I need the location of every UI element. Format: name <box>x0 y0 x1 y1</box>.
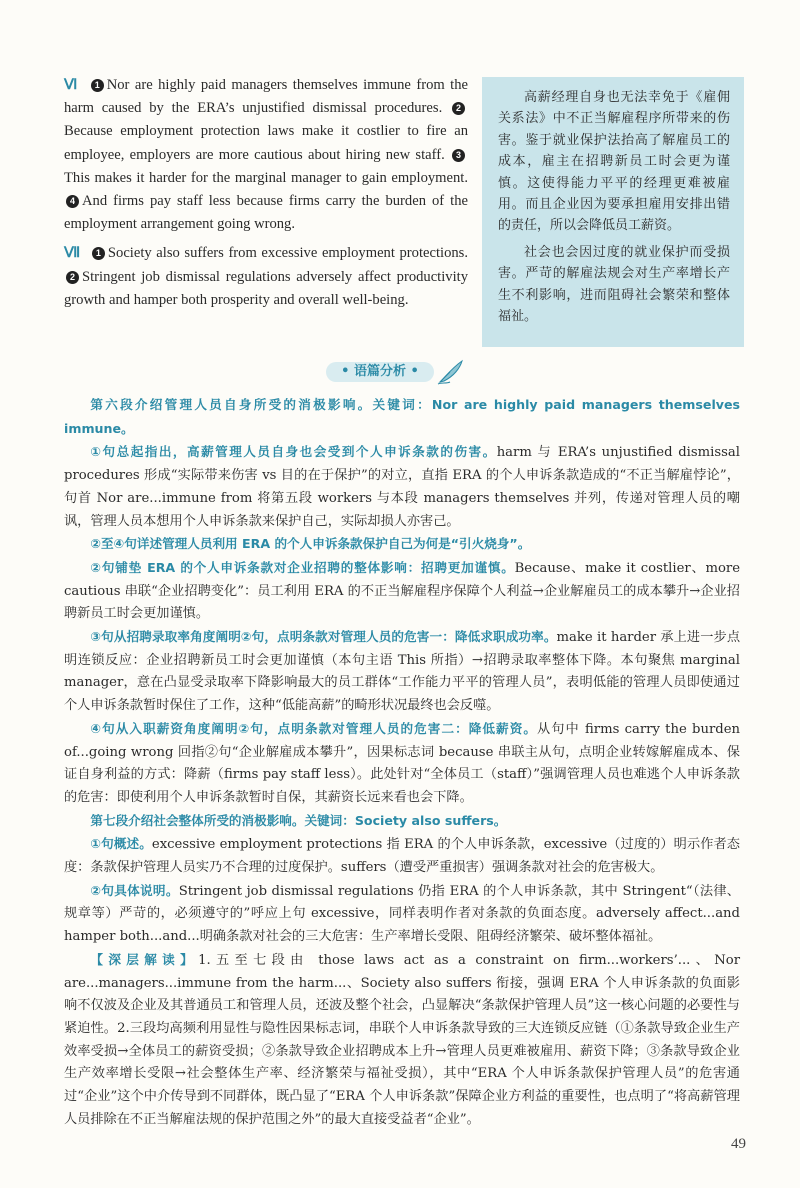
deep-reading-tag: 【深层解读】 <box>90 951 199 967</box>
analysis-item <box>64 626 740 718</box>
translation-box <box>482 77 744 347</box>
paragraph-7 <box>64 242 468 312</box>
translation-paragraph-7: 社会也会因过度的就业保护而受损害。严苛的解雇法规会对生产率增长产生不利影响，进而阻碍社会繁荣和整体福祉。 <box>498 244 730 325</box>
sentence-number: 4 <box>66 195 79 208</box>
sentence-text: Nor are highly paid managers themselves immune from the harm caused by the ERA’s unjustified dismissal procedures. <box>64 77 468 117</box>
analysis-item <box>64 557 740 626</box>
analysis-paragraph-7-intro <box>64 810 740 834</box>
sentence-text: Stringent job dismissal regulations adversely affect productivity growth and hamper both prosperity and overall well-being. <box>64 268 468 308</box>
analysis-text: Because、make it costlier、more cautious 串联“企业招聘变化”：员工利用 ERA 的不正当解雇程序保障个人利益→企业解雇员工的成本攀升→企业招聘新员工时会更加谨慎。 <box>64 560 740 622</box>
analysis-text: 从句中 firms carry the burden of...going wrong 回指②句“企业解雇成本攀升”，因果标志词 because 串联主从句，点明企业转嫁解雇成本、保证自身利益的方式：降薪（firms pay staff less）。此处针对“全体员工（staff）”强调管理人员也难逃个人申诉条款的危害：即使利用个人申诉条款暂时自保，其薪资长远来看也会下降。 <box>64 721 740 805</box>
sentence-number: 3 <box>452 149 465 162</box>
analysis-point: ①句总起指出，高薪管理人员自身也会受到个人申诉条款的伤害。 <box>90 444 497 460</box>
paragraph-number: Ⅵ <box>64 77 80 93</box>
analysis-point: ②至④句详述管理人员利用 ERA 的个人申诉条款保护自己为何是“引火烧身”。 <box>90 536 531 552</box>
analysis-item <box>64 441 740 533</box>
analysis-point: ③句从招聘录取率角度阐明②句，点明条款对管理人员的危害一：降低求职成功率。 <box>90 629 557 645</box>
analysis-keyword: Society also suffers <box>354 812 494 828</box>
sentence-text: Because employment protection laws make it costlier to fire an employee, employers are more cautious about hiring new staff. <box>64 123 468 163</box>
analysis-item <box>64 833 740 879</box>
analysis-point: ①句概述。 <box>90 836 152 852</box>
sentence-number: 2 <box>66 271 79 284</box>
analysis-item <box>64 880 740 949</box>
analysis-heading: 第七段介绍社会整体所受的消极影响。关键词： <box>90 812 355 828</box>
analysis-paragraph-6-intro <box>64 394 740 441</box>
analysis-point: ②句具体说明。 <box>90 882 179 898</box>
sentence-number: 2 <box>452 102 465 115</box>
translation-paragraph-6: 高薪经理自身也无法幸免于《雇佣关系法》中不正当解雇程序所带来的伤害。鉴于就业保护法抬高了解雇员工的成本，雇主在招聘新员工时会更为谨慎。这使得能力平平的经理更难被雇用。而且企业因为要承担雇用安排出错的责任，所以会降低员工薪资。 <box>498 90 730 234</box>
analysis-text: make it harder 承上进一步点明连锁反应：企业招聘新员工时会更加谨慎（本句主语 This 所指）→招聘录取率整体下降。本句聚焦 marginal manager，意在凸显受录取率下降影响最大的员工群体“工作能力平平的管理人员”，表明低能的管理人员即使通过个人申诉条款暂时保住了工作，这种“低能高薪”的畸形状况最终也会反噬。 <box>64 630 741 714</box>
sentence-text: Society also suffers from excessive employment protections. <box>107 245 468 262</box>
deep-reading <box>64 949 740 1132</box>
page-number: 49 <box>731 1136 746 1152</box>
analysis-text: harm 与 ERA’s unjustified dismissal procedures 形成“实际带来伤害 vs 目的在于保护”的对立，直指 ERA 的个人申诉条款造成的“不正当解雇悖论”，句首 Nor are...immune from 将第五段 workers 与本段 managers themselves 并列，传递对管理人员的嘲讽，管理人员本想用个人申诉条款来保护自己，实际却损人亦害己。 <box>64 445 740 529</box>
analysis-text: excessive employment protections 指 ERA 的个人申诉条款，excessive（过度的）明示作者态度：条款保护管理人员实乃不合理的过度保护。suffers（遭受严重损害）强调条款对社会的危害极大。 <box>64 837 740 876</box>
analysis-heading-tail: 。 <box>493 812 507 828</box>
analysis-heading-tail: 。 <box>121 420 134 436</box>
analysis-text: Stringent job dismissal regulations 仍指 ERA 的个人申诉条款，其中 Stringent“（法律、规章等）严苛的，必须遵守的”呼应上句 excessive，同样表明作者对条款的负面态度。adversely affect...and hamper both...and...明确条款对社会的三大危害：生产率增长受限、阻碍经济繁荣、破坏整体福祉。 <box>64 883 740 945</box>
sentence-text: And firms pay staff less because firms carry the burden of the employment arrangement going wrong. <box>64 193 468 233</box>
analysis-point: ④句从入职薪资角度阐明②句，点明条款对管理人员的危害二：降低薪资。 <box>90 720 538 736</box>
paragraph-number: Ⅶ <box>64 245 82 262</box>
analysis-heading: 第六段介绍管理人员自身所受的消极影响。关键词： <box>90 397 432 412</box>
quill-pen-icon <box>436 358 466 386</box>
section-heading <box>312 358 472 386</box>
analysis-point: ②句铺垫 ERA 的个人申诉条款对企业招聘的整体影响：招聘更加谨慎。 <box>90 559 515 575</box>
analysis-item <box>64 533 740 557</box>
section-title: • 语篇分析 • <box>326 362 434 382</box>
analysis-keyword: Nor are highly paid managers themselves immune <box>64 397 741 436</box>
sentence-number: 1 <box>91 79 104 92</box>
analysis-item <box>64 718 740 810</box>
english-passage <box>64 74 468 318</box>
deep-reading-text: 1.五至七段由 those laws act as a constraint on firm...workers’...、Nor are...managers...immune from the harm...、Society also suffers 衔接，强调 ERA 个人申诉条款的负面影响不仅波及企业及其普通员工和管理人员，还波及整个社会，凸显解决“条款保护管理人员”这一核心问题的必要性与紧迫性。2.三段均高频利用显性与隐性因果标志词，串联个人申诉条款导致的三大连锁反应链（①条款导致企业生产效率受损→全体员工的薪资受损；②条款导致企业招聘成本上升→管理人员更难被雇用、薪资下降；③条款导致企业生产效率增长受限→社会整体生产率、经济繁荣与福祉受损），其中“ERA 个人申诉条款保护管理人员”的危害通过“企业”这个中介传导到不同群体，既凸显了“ERA 个人申诉条款”保障企业方利益的重要性，也点明了“将高薪管理人员排除在不正当解雇法规的保护范围之外”的最大直接受益者“企业”。 <box>64 952 740 1127</box>
paragraph-6 <box>64 74 468 236</box>
discourse-analysis <box>64 394 740 1132</box>
sentence-number: 1 <box>92 247 105 260</box>
sentence-text: This makes it harder for the marginal manager to gain employment. <box>64 169 468 186</box>
